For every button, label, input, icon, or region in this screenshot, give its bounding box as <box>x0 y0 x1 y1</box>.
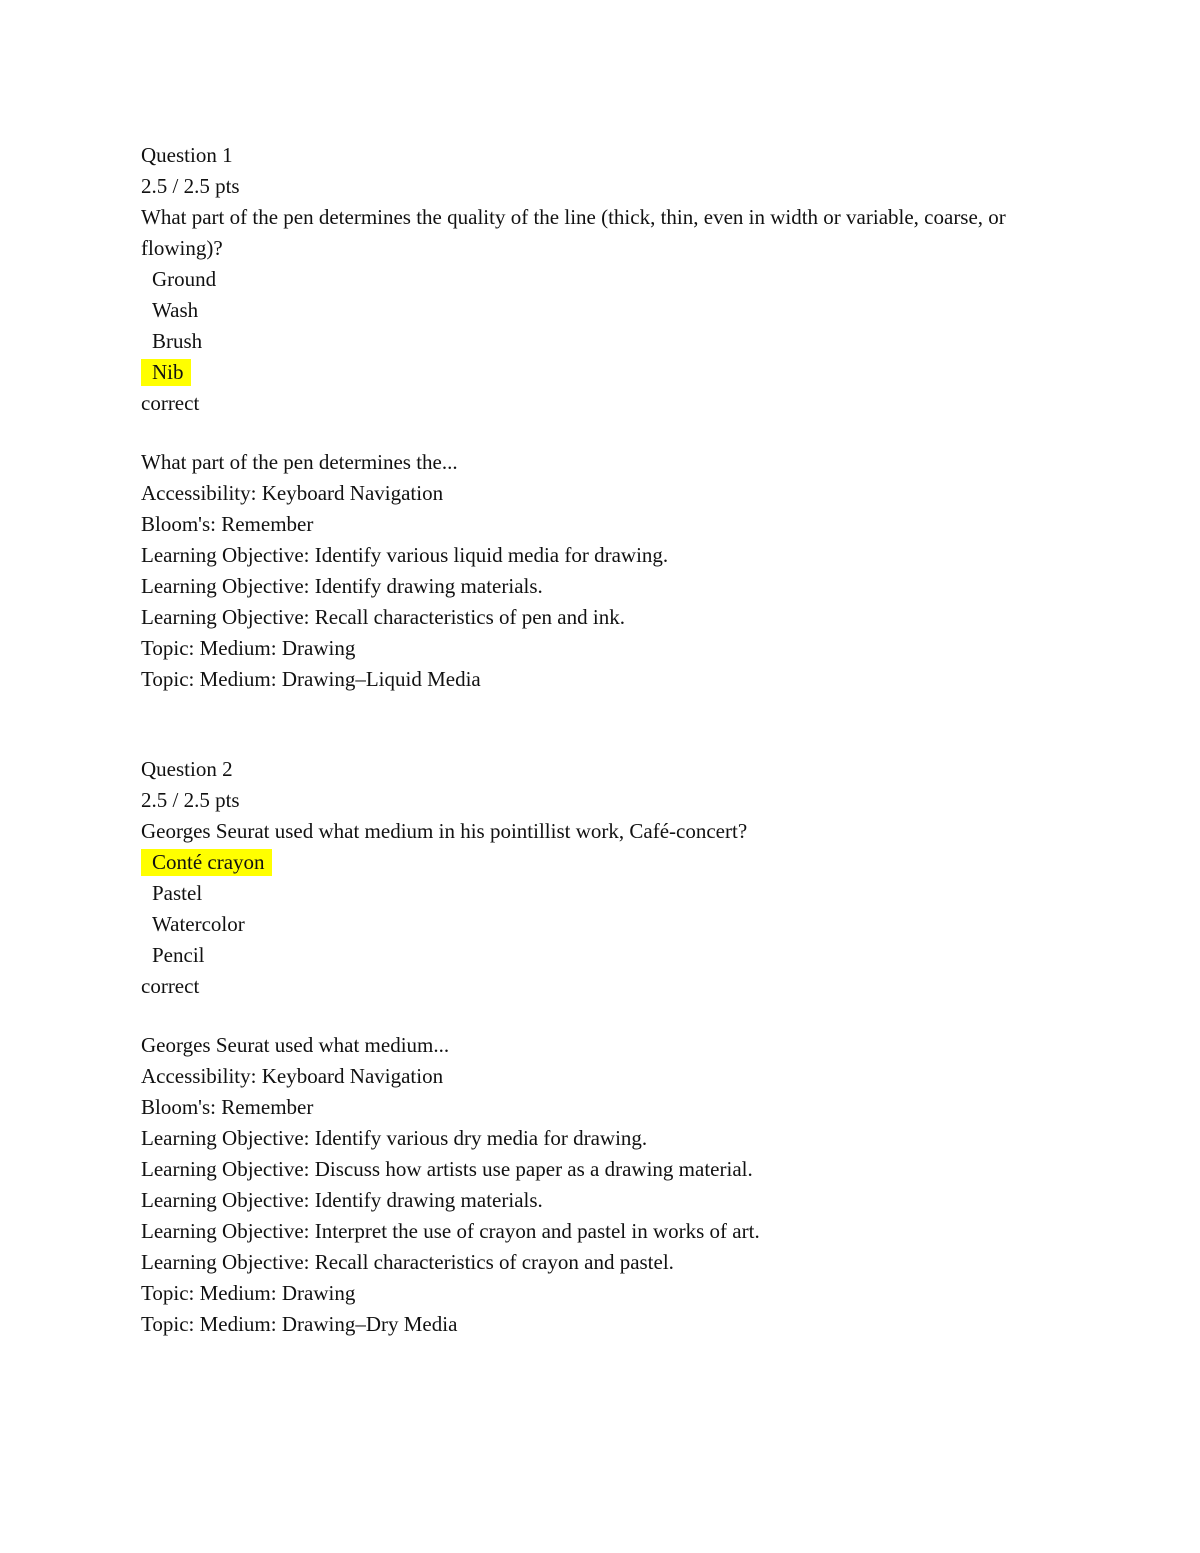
feedback-line: Learning Objective: Identify various liquid media for drawing. <box>141 543 669 567</box>
feedback-line: Georges Seurat used what medium... <box>141 1033 450 1057</box>
answer-option-label: Conté crayon <box>141 849 272 876</box>
answer-option-label: Nib <box>141 359 191 386</box>
answer-option <box>141 940 1041 971</box>
feedback-line: Learning Objective: Identify drawing materials. <box>141 1188 543 1212</box>
question-score: 2.5 / 2.5 pts <box>141 788 240 812</box>
question-header: Question 2 <box>141 757 233 781</box>
answer-option-label: Ground <box>152 267 217 291</box>
feedback-list <box>141 447 1041 695</box>
answer-option-label: Pastel <box>152 881 203 905</box>
question-prompt: Georges Seurat used what medium in his pointillist work, Café-concert? <box>141 819 748 843</box>
question-header: Question 1 <box>141 143 233 167</box>
answer-option-label: Wash <box>152 298 199 322</box>
answer-option-label: Brush <box>152 329 203 353</box>
question-prompt: What part of the pen determines the quality of the line (thick, thin, even in width or variable, coarse, or flowing)? <box>141 205 1006 260</box>
question-block-2 <box>141 754 1041 1340</box>
feedback-line: What part of the pen determines the... <box>141 450 458 474</box>
answer-option <box>141 264 1041 295</box>
answer-option-selected <box>141 847 1041 878</box>
result-label: correct <box>141 391 200 415</box>
feedback-line: Learning Objective: Recall characteristics of pen and ink. <box>141 605 625 629</box>
feedback-line: Learning Objective: Identify various dry media for drawing. <box>141 1126 648 1150</box>
feedback-line: Accessibility: Keyboard Navigation <box>141 1064 444 1088</box>
question-block-1 <box>141 140 1041 695</box>
feedback-line: Bloom's: Remember <box>141 1095 314 1119</box>
question-score: 2.5 / 2.5 pts <box>141 174 240 198</box>
answer-option <box>141 909 1041 940</box>
document-page <box>141 140 1041 1340</box>
feedback-list <box>141 1030 1041 1340</box>
answer-option-label: Watercolor <box>152 912 245 936</box>
answer-option-selected <box>141 357 1041 388</box>
answer-option <box>141 326 1041 357</box>
feedback-line: Learning Objective: Discuss how artists use paper as a drawing material. <box>141 1157 753 1181</box>
feedback-line: Learning Objective: Recall characteristics of crayon and pastel. <box>141 1250 674 1274</box>
feedback-line: Bloom's: Remember <box>141 512 314 536</box>
answer-option <box>141 295 1041 326</box>
result-label: correct <box>141 974 200 998</box>
feedback-line: Learning Objective: Identify drawing materials. <box>141 574 543 598</box>
feedback-line: Topic: Medium: Drawing <box>141 636 356 660</box>
feedback-line: Topic: Medium: Drawing–Liquid Media <box>141 667 481 691</box>
feedback-line: Learning Objective: Interpret the use of crayon and pastel in works of art. <box>141 1219 760 1243</box>
feedback-line: Accessibility: Keyboard Navigation <box>141 481 444 505</box>
answer-option-label: Pencil <box>152 943 205 967</box>
answer-option <box>141 878 1041 909</box>
feedback-line: Topic: Medium: Drawing <box>141 1281 356 1305</box>
feedback-line: Topic: Medium: Drawing–Dry Media <box>141 1312 458 1336</box>
